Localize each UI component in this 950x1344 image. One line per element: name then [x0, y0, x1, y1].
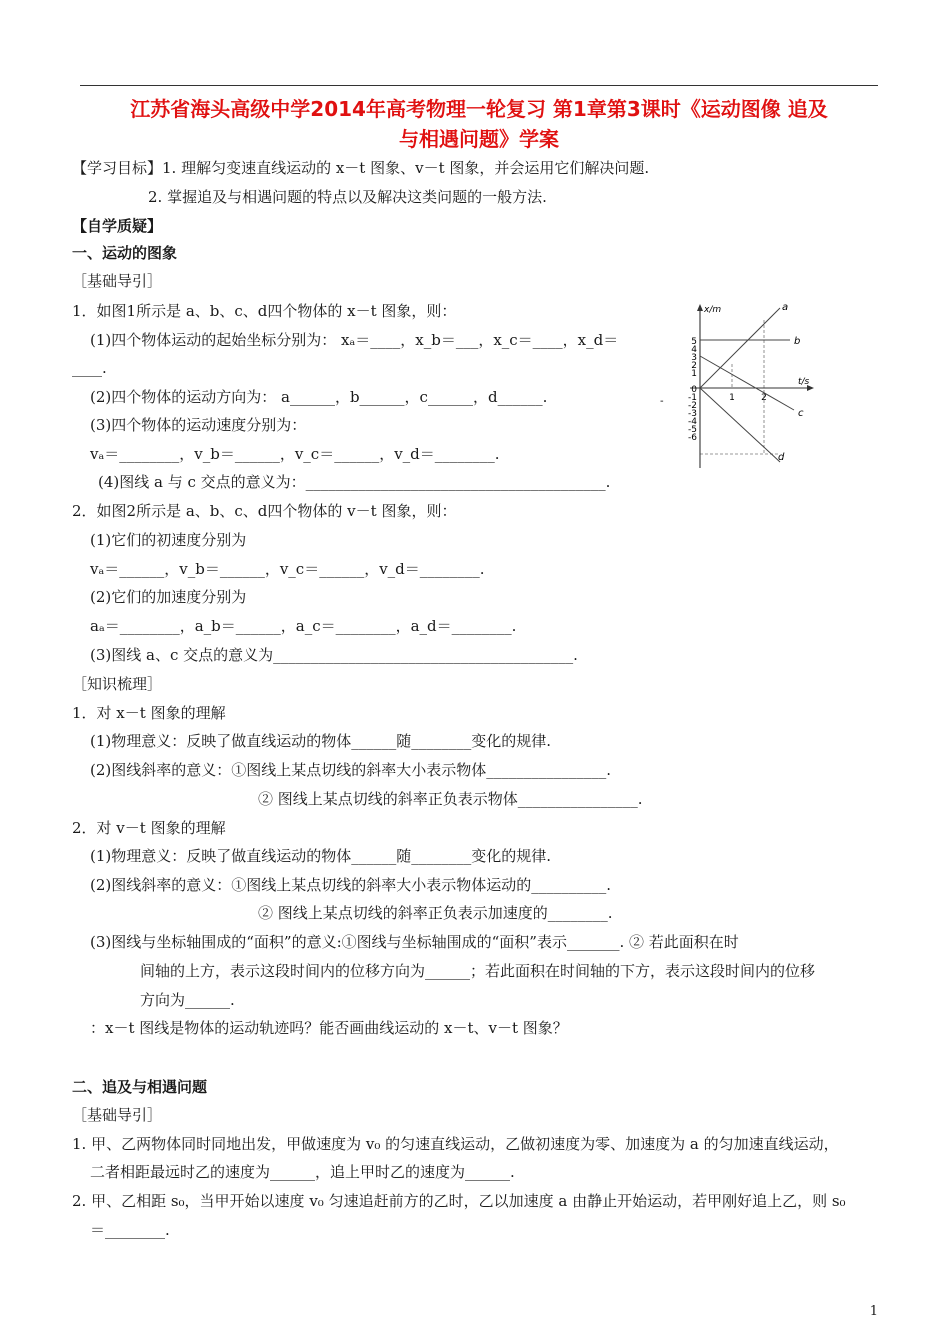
text-line: (3)四个物体的运动速度分别为： — [90, 416, 307, 434]
title-line-2: 与相遇问题》学案 — [399, 127, 559, 151]
text-line: 方向为______. — [140, 991, 235, 1009]
text-line: (2)四个物体的运动方向为： a______，b______，c______，d______. — [90, 388, 548, 406]
text-line: (1)物理意义：反映了做直线运动的物体______随________变化的规律. — [90, 847, 552, 865]
text-line: (1)四个物体运动的起始坐标分别为： xₐ＝____，x_b＝___，x_c＝____，x_d＝ — [90, 331, 619, 349]
y-tick: 0 — [691, 385, 697, 395]
y-tick: 5 — [691, 337, 697, 347]
y-tick: -3 — [688, 409, 697, 419]
text-line: 2．对 v－t 图象的理解 — [72, 819, 226, 837]
text-line: 2．如图2所示是 a、b、c、d四个物体的 v－t 图象，则： — [72, 502, 457, 520]
line-label-b: b — [794, 336, 801, 347]
text-line: 一、运动的图象 — [72, 244, 178, 262]
line-label-c: c — [798, 408, 804, 419]
y-axis-label: x/m — [704, 305, 722, 315]
text-line: ② 图线上某点切线的斜率正负表示物体________________. — [258, 790, 643, 808]
text-line: vₐ＝________，v_b＝______，v_c＝______，v_d＝________. — [90, 445, 500, 463]
text-line: (3)图线与坐标轴围成的“面积”的意义:①图线与坐标轴围成的“面积”表示_______. ② 若此面积在时 — [90, 933, 739, 951]
line-label-d: d — [778, 452, 785, 463]
text-line: (2)图线斜率的意义：①图线上某点切线的斜率大小表示物体________________. — [90, 761, 612, 779]
header-rule — [80, 85, 878, 86]
text-line: 【学习目标】1. 理解匀变速直线运动的 x－t 图象、v－t 图象，并会运用它们解决问题. — [72, 159, 650, 177]
text-line: (3)图线 a、c 交点的意义为________________________________________. — [90, 646, 578, 664]
text-line: (1)物理意义：反映了做直线运动的物体______随________变化的规律. — [90, 732, 552, 750]
y-tick: -6 — [688, 433, 697, 443]
text-line: (1)它们的初速度分别为 — [90, 531, 247, 549]
line-label-a: a — [782, 302, 789, 313]
y-tick: -4 — [688, 417, 697, 427]
text-line: (2)图线斜率的意义：①图线上某点切线的斜率大小表示物体运动的__________. — [90, 876, 612, 894]
y-tick: -2 — [688, 401, 697, 411]
text-line: ［知识梳理］ — [72, 675, 163, 693]
line-a — [700, 308, 780, 388]
y-tick: -5 — [688, 425, 697, 435]
text-line: 二者相距最远时乙的速度为______，追上甲时乙的速度为______. — [90, 1163, 515, 1181]
text-line: 2. 掌握追及与相遇问题的特点以及解决这类问题的一般方法. — [148, 188, 547, 206]
y-tick: 2 — [691, 361, 697, 371]
text-line: ：x－t 图线是物体的运动轨迹吗？能否画曲线运动的 x－t、v－t 图象？ — [90, 1019, 568, 1037]
x-axis-label: t/s — [798, 377, 810, 387]
page-title — [60, 94, 898, 154]
text-line: ［基础导引］ — [72, 272, 163, 290]
y-tick: 3 — [691, 353, 697, 363]
text-line: ＝________. — [90, 1221, 170, 1239]
title-line-1: 江苏省海头高级中学2014年高考物理一轮复习 第1章第3课时《运动图像 追及 — [130, 97, 828, 121]
text-line: 1．对 x－t 图象的理解 — [72, 704, 226, 722]
y-tick: 4 — [691, 345, 697, 355]
page-number: 1 — [869, 1304, 878, 1319]
text-line: 1. 甲、乙两物体同时同地出发，甲做速度为 v₀ 的匀速直线运动，乙做初速度为零、加速度为 a 的匀加速直线运动， — [72, 1135, 839, 1153]
text-line: ② 图线上某点切线的斜率正负表示加速度的________. — [258, 904, 613, 922]
text-line: (2)它们的加速度分别为 — [90, 588, 247, 606]
text-line: ____. — [72, 359, 107, 377]
text-line: 1．如图1所示是 a、b、c、d四个物体的 x－t 图象，则： — [72, 302, 457, 320]
x-tick: 2 — [761, 393, 767, 403]
text-line: ［基础导引］ — [72, 1106, 163, 1124]
text-line: 二、追及与相遇问题 — [72, 1078, 208, 1096]
stray-mark: - — [660, 396, 664, 407]
text-line: (4)图线 a 与 c 交点的意义为：________________________________________. — [98, 473, 611, 491]
line-d — [700, 388, 780, 462]
text-line: aₐ＝________，a_b＝______，a_c＝________，a_d＝________. — [90, 617, 517, 635]
y-tick: 1 — [691, 369, 697, 379]
text-line: 2. 甲、乙相距 s₀，当甲开始以速度 v₀ 匀速追赶前方的乙时，乙以加速度 a 由静止开始运动，若甲刚好追上乙，则 s₀ — [72, 1192, 846, 1210]
text-line: vₐ＝______，v_b＝______，v_c＝______，v_d＝________. — [90, 560, 485, 578]
y-tick: -1 — [688, 393, 697, 403]
line-c — [700, 356, 794, 410]
xt-graph-figure — [660, 300, 820, 470]
x-tick: 1 — [729, 393, 735, 403]
text-line: 【自学质疑】 — [72, 217, 163, 235]
text-line: 间轴的上方，表示这段时间内的位移方向为______；若此面积在时间轴的下方，表示这段时间内的位移 — [140, 962, 816, 980]
